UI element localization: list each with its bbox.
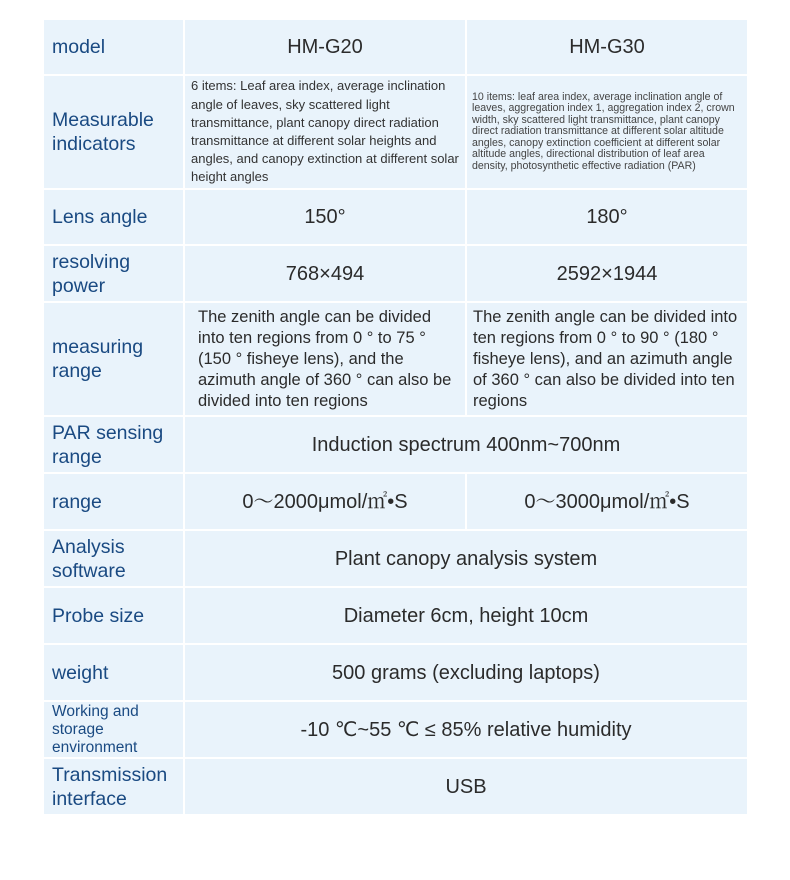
row-label-lens-angle: Lens angle	[44, 190, 183, 244]
weight-value: 500 grams (excluding laptops)	[185, 645, 747, 700]
row-label-analysis-software: Analysis software	[44, 531, 183, 586]
row-label-measuring-range: measuring range	[44, 303, 183, 415]
row-label-working-storage-environment: Working and storage environment	[44, 702, 183, 757]
par-sensing-range-value: Induction spectrum 400nm~700nm	[185, 417, 747, 472]
row-label-transmission-interface: Transmission interface	[44, 759, 183, 814]
probe-size-value: Diameter 6cm, height 10cm	[185, 588, 747, 643]
specification-table	[44, 20, 746, 814]
row-label-weight: weight	[44, 645, 183, 700]
header-model-label: model	[44, 20, 183, 74]
resolving-power-hm-g20: 768×494	[185, 246, 465, 301]
measuring-range-hm-g30: The zenith angle can be divided into ten regions from 0 ° to 90 ° (180 ° fisheye lens), and an azimuth angle of 360 ° can also be divided into ten regions	[467, 303, 747, 415]
row-label-probe-size: Probe size	[44, 588, 183, 643]
lens-angle-hm-g20: 150°	[185, 190, 465, 244]
row-label-resolving-power: resolving power	[44, 246, 183, 301]
header-model-hm-g20: HM-G20	[185, 20, 465, 74]
row-label-par-sensing-range: PAR sensing range	[44, 417, 183, 472]
row-label-measurable-indicators: Measurable indicators	[44, 76, 183, 188]
lens-angle-hm-g30: 180°	[467, 190, 747, 244]
indicators-hm-g30: 10 items: leaf area index, average inclination angle of leaves, aggregation index 1, aggregation index 2, crown width, sky scattered light transmittance, plant canopy direct radiation transmittance at different solar altitude angles, canopy extinction coefficient at different solar altitude angles, directional distribution of leaf area density, photosynthetic effective radiation (PAR)	[467, 76, 747, 188]
analysis-software-value: Plant canopy analysis system	[185, 531, 747, 586]
measuring-range-hm-g20: The zenith angle can be divided into ten regions from 0 ° to 75 ° (150 ° fisheye lens), and the azimuth angle of 360 ° can also be divided into ten regions	[185, 303, 465, 415]
transmission-interface-value: USB	[185, 759, 747, 814]
row-label-range: range	[44, 474, 183, 529]
header-model-hm-g30: HM-G30	[467, 20, 747, 74]
range-hm-g30: 0～3000μmol/㎡•S	[467, 474, 747, 529]
range-hm-g20: 0～2000μmol/㎡•S	[185, 474, 465, 529]
resolving-power-hm-g30: 2592×1944	[467, 246, 747, 301]
indicators-hm-g20: 6 items: Leaf area index, average inclination angle of leaves, sky scattered light transmittance, plant canopy direct radiation transmittance at different solar heights and angles, and canopy extinction at different solar height angles	[185, 76, 465, 188]
environment-value: -10 ℃~55 ℃ ≤ 85% relative humidity	[185, 702, 747, 757]
